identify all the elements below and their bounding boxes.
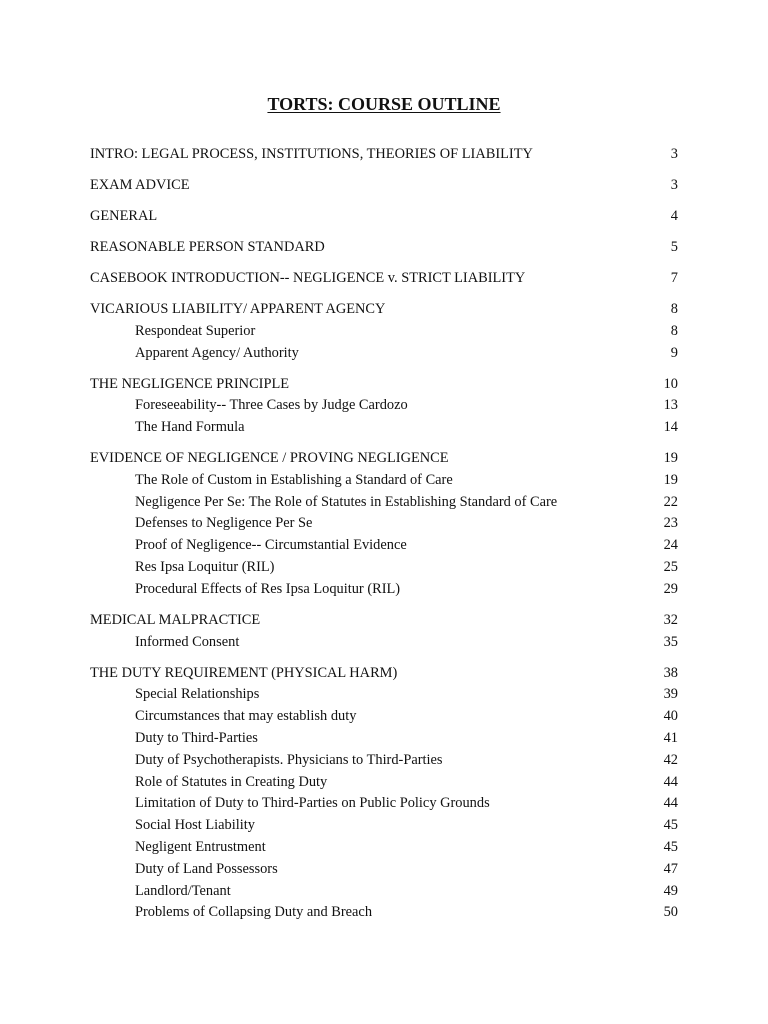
toc-subsection-entry (90, 728, 678, 750)
toc-subsection-entry (90, 706, 678, 728)
toc-subsection-entry (90, 395, 678, 417)
toc-section-entry (90, 299, 678, 321)
toc-subsection-entry (90, 579, 678, 601)
toc-entry-page-number: 10 (663, 375, 678, 392)
toc-entry-page-number: 22 (663, 493, 678, 510)
toc-entry-page-number: 42 (663, 751, 678, 768)
toc-entry-label: Role of Statutes in Creating Duty (135, 773, 328, 790)
toc-entry-page-number: 44 (663, 795, 678, 812)
toc-entry-label: Landlord/Tenant (135, 882, 231, 899)
toc-entry-page-number: 14 (663, 419, 678, 436)
toc-entry-label: Problems of Collapsing Duty and Breach (135, 904, 373, 921)
toc-entry-label: INTRO: LEGAL PROCESS, INSTITUTIONS, THEORIES OF LIABILITY (90, 146, 533, 162)
toc-entry-label: Proof of Negligence-- Circumstantial Evidence (135, 537, 407, 554)
toc-section-entry (90, 175, 678, 197)
toc-entry-page-number: 4 (670, 207, 678, 224)
toc-entry-page-number: 38 (663, 664, 678, 681)
toc-entry-page-number: 39 (663, 686, 678, 703)
toc-entry-page-number: 3 (670, 146, 678, 162)
toc-entry-label: Defenses to Negligence Per Se (135, 515, 313, 532)
page-title (0, 93, 768, 115)
toc-section-entry (90, 144, 678, 166)
toc-subsection-entry (90, 750, 678, 772)
toc-section-entry (90, 374, 678, 396)
toc-entry-label: Procedural Effects of Res Ipsa Loquitur (RIL) (135, 580, 401, 597)
toc-subsection-entry (90, 815, 678, 837)
toc-entry-label: THE NEGLIGENCE PRINCIPLE (90, 375, 290, 392)
toc-subsection-entry (90, 902, 678, 924)
toc-section-entry (90, 237, 678, 259)
toc-subsection-entry (90, 837, 678, 859)
toc-subsection-entry (90, 684, 678, 706)
toc-entry-label: Res Ipsa Loquitur (RIL) (135, 559, 275, 576)
toc-entry-page-number: 29 (663, 580, 678, 597)
toc-section-entry (90, 268, 678, 290)
toc-entry-label: Foreseeability-- Three Cases by Judge Cardozo (135, 397, 408, 414)
toc-entry-label: Limitation of Duty to Third-Parties on Public Policy Grounds (135, 795, 490, 812)
toc-entry-page-number: 9 (670, 344, 678, 361)
toc-entry-label: CASEBOOK INTRODUCTION-- NEGLIGENCE v. STRICT LIABILITY (90, 269, 526, 286)
toc-entry-page-number: 23 (663, 515, 678, 532)
toc-entry-page-number: 19 (663, 471, 678, 488)
toc-entry-label: Circumstances that may establish duty (135, 708, 357, 725)
toc-entry-page-number: 45 (663, 817, 678, 834)
toc-entry-page-number: 47 (663, 860, 678, 877)
toc-entry-label: Social Host Liability (135, 817, 255, 834)
toc-subsection-entry (90, 535, 678, 557)
toc-entry-page-number: 35 (663, 633, 678, 650)
toc-subsection-entry (90, 859, 678, 881)
toc-entry-label: EXAM ADVICE (90, 176, 190, 193)
toc-section-entry (90, 610, 678, 632)
toc-subsection-entry (90, 793, 678, 815)
toc-entry-page-number: 44 (663, 773, 678, 790)
toc-entry-page-number: 25 (663, 559, 678, 576)
toc-entry-label: Respondeat Superior (135, 322, 256, 339)
toc-subsection-entry (90, 417, 678, 439)
toc-subsection-entry (90, 557, 678, 579)
toc-entry-page-number: 8 (670, 300, 678, 317)
toc-entry-label: Apparent Agency/ Authority (135, 344, 299, 361)
toc-entry-page-number: 13 (663, 397, 678, 414)
toc-entry-label: The Hand Formula (135, 419, 245, 436)
toc-section-entry (90, 206, 678, 228)
toc-subsection-entry (90, 513, 678, 535)
toc-entry-page-number: 8 (670, 322, 678, 339)
page-title-text: TORTS: COURSE OUTLINE (267, 94, 501, 114)
toc-entry-page-number: 32 (663, 611, 678, 628)
toc-subsection-entry (90, 772, 678, 794)
toc-entry-label: Negligence Per Se: The Role of Statutes in Establishing Standard of Care (135, 493, 558, 510)
toc-entry-label: THE DUTY REQUIREMENT (PHYSICAL HARM) (90, 664, 398, 681)
toc-entry-page-number: 5 (670, 238, 678, 255)
toc-subsection-entry (90, 632, 678, 654)
toc-subsection-entry (90, 881, 678, 903)
toc-entry-page-number: 45 (663, 839, 678, 855)
toc-entry-label: MEDICAL MALPRACTICE (90, 611, 261, 628)
toc-entry-label: Duty of Land Possessors (135, 860, 278, 877)
toc-entry-label: Duty of Psychotherapists. Physicians to Third-Parties (135, 751, 443, 768)
table-of-contents (90, 144, 678, 924)
toc-section-entry (90, 448, 678, 470)
toc-entry-page-number: 19 (663, 450, 678, 467)
toc-entry-page-number: 3 (670, 176, 678, 193)
toc-section-entry (90, 663, 678, 685)
toc-entry-page-number: 40 (663, 708, 678, 725)
toc-entry-label: Duty to Third-Parties (135, 730, 258, 747)
toc-entry-label: The Role of Custom in Establishing a Standard of Care (135, 471, 453, 488)
toc-subsection-entry (90, 321, 678, 343)
toc-entry-label: REASONABLE PERSON STANDARD (90, 238, 325, 255)
toc-entry-label: VICARIOUS LIABILITY/ APPARENT AGENCY (90, 300, 386, 317)
toc-subsection-entry (90, 492, 678, 514)
toc-subsection-entry (90, 470, 678, 492)
toc-entry-label: Negligent Entrustment (135, 839, 266, 855)
toc-entry-page-number: 49 (663, 882, 678, 899)
toc-entry-label: Special Relationships (135, 686, 260, 703)
toc-entry-page-number: 24 (663, 537, 678, 554)
toc-entry-page-number: 7 (670, 269, 678, 286)
toc-entry-page-number: 41 (663, 730, 678, 747)
toc-entry-label: EVIDENCE OF NEGLIGENCE / PROVING NEGLIGENCE (90, 450, 449, 467)
toc-entry-label: Informed Consent (135, 633, 240, 650)
toc-entry-page-number: 50 (663, 904, 678, 921)
toc-subsection-entry (90, 343, 678, 365)
toc-entry-label: GENERAL (90, 207, 158, 224)
